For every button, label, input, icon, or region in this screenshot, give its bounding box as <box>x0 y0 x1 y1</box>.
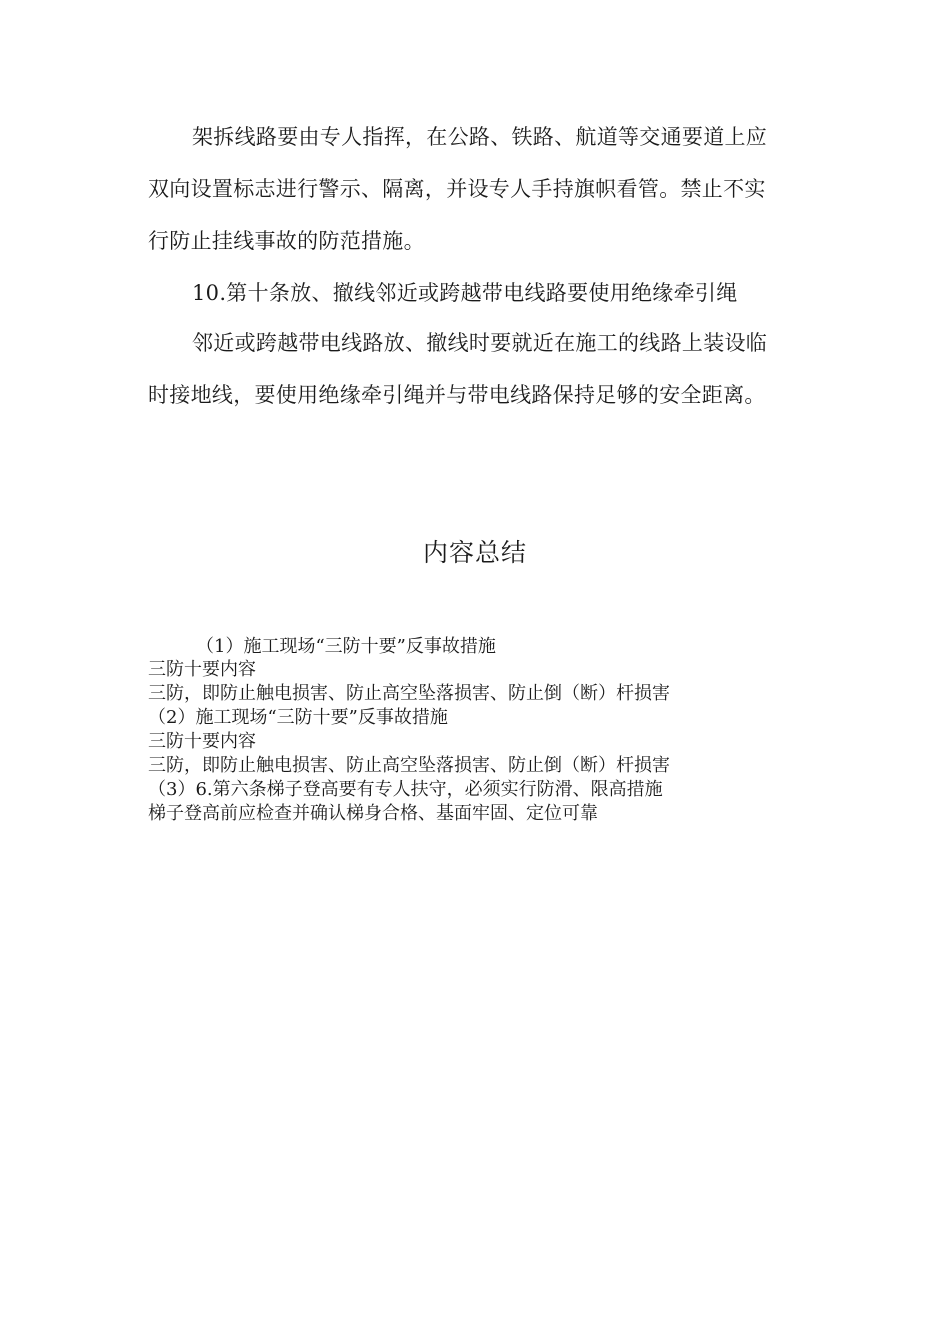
section-heading: 10.第十条放、撤线邻近或跨越带电线路要使用绝缘牵引绳 <box>192 281 738 305</box>
paragraph-line: 行防止挂线事故的防范措施。 <box>148 229 425 253</box>
paragraph-line: 邻近或跨越带电线路放、撤线时要就近在施工的线路上装设临 <box>192 331 768 355</box>
summary-line: 三防十要内容 <box>148 731 256 752</box>
summary-line: 三防十要内容 <box>148 659 256 680</box>
summary-line: （2）施工现场“三防十要”反事故措施 <box>148 707 448 728</box>
summary-line: 三防，即防止触电损害、防止高空坠落损害、防止倒（断）杆损害 <box>148 755 670 776</box>
paragraph-line: 架拆线路要由专人指挥，在公路、铁路、航道等交通要道上应 <box>192 125 768 149</box>
summary-line: （3）6.第六条梯子登高要有专人扶守，必须实行防滑、限高措施 <box>148 779 663 800</box>
summary-line: （1）施工现场“三防十要”反事故措施 <box>196 636 496 657</box>
summary-line: 三防，即防止触电损害、防止高空坠落损害、防止倒（断）杆损害 <box>148 683 670 704</box>
summary-line: 梯子登高前应检查并确认梯身合格、基面牢固、定位可靠 <box>148 803 598 824</box>
paragraph-line: 时接地线，要使用绝缘牵引绳并与带电线路保持足够的安全距离。 <box>148 383 766 407</box>
summary-title: 内容总结 <box>422 538 527 567</box>
paragraph-line: 双向设置标志进行警示、隔离，并设专人手持旗帜看管。禁止不实 <box>148 177 766 201</box>
